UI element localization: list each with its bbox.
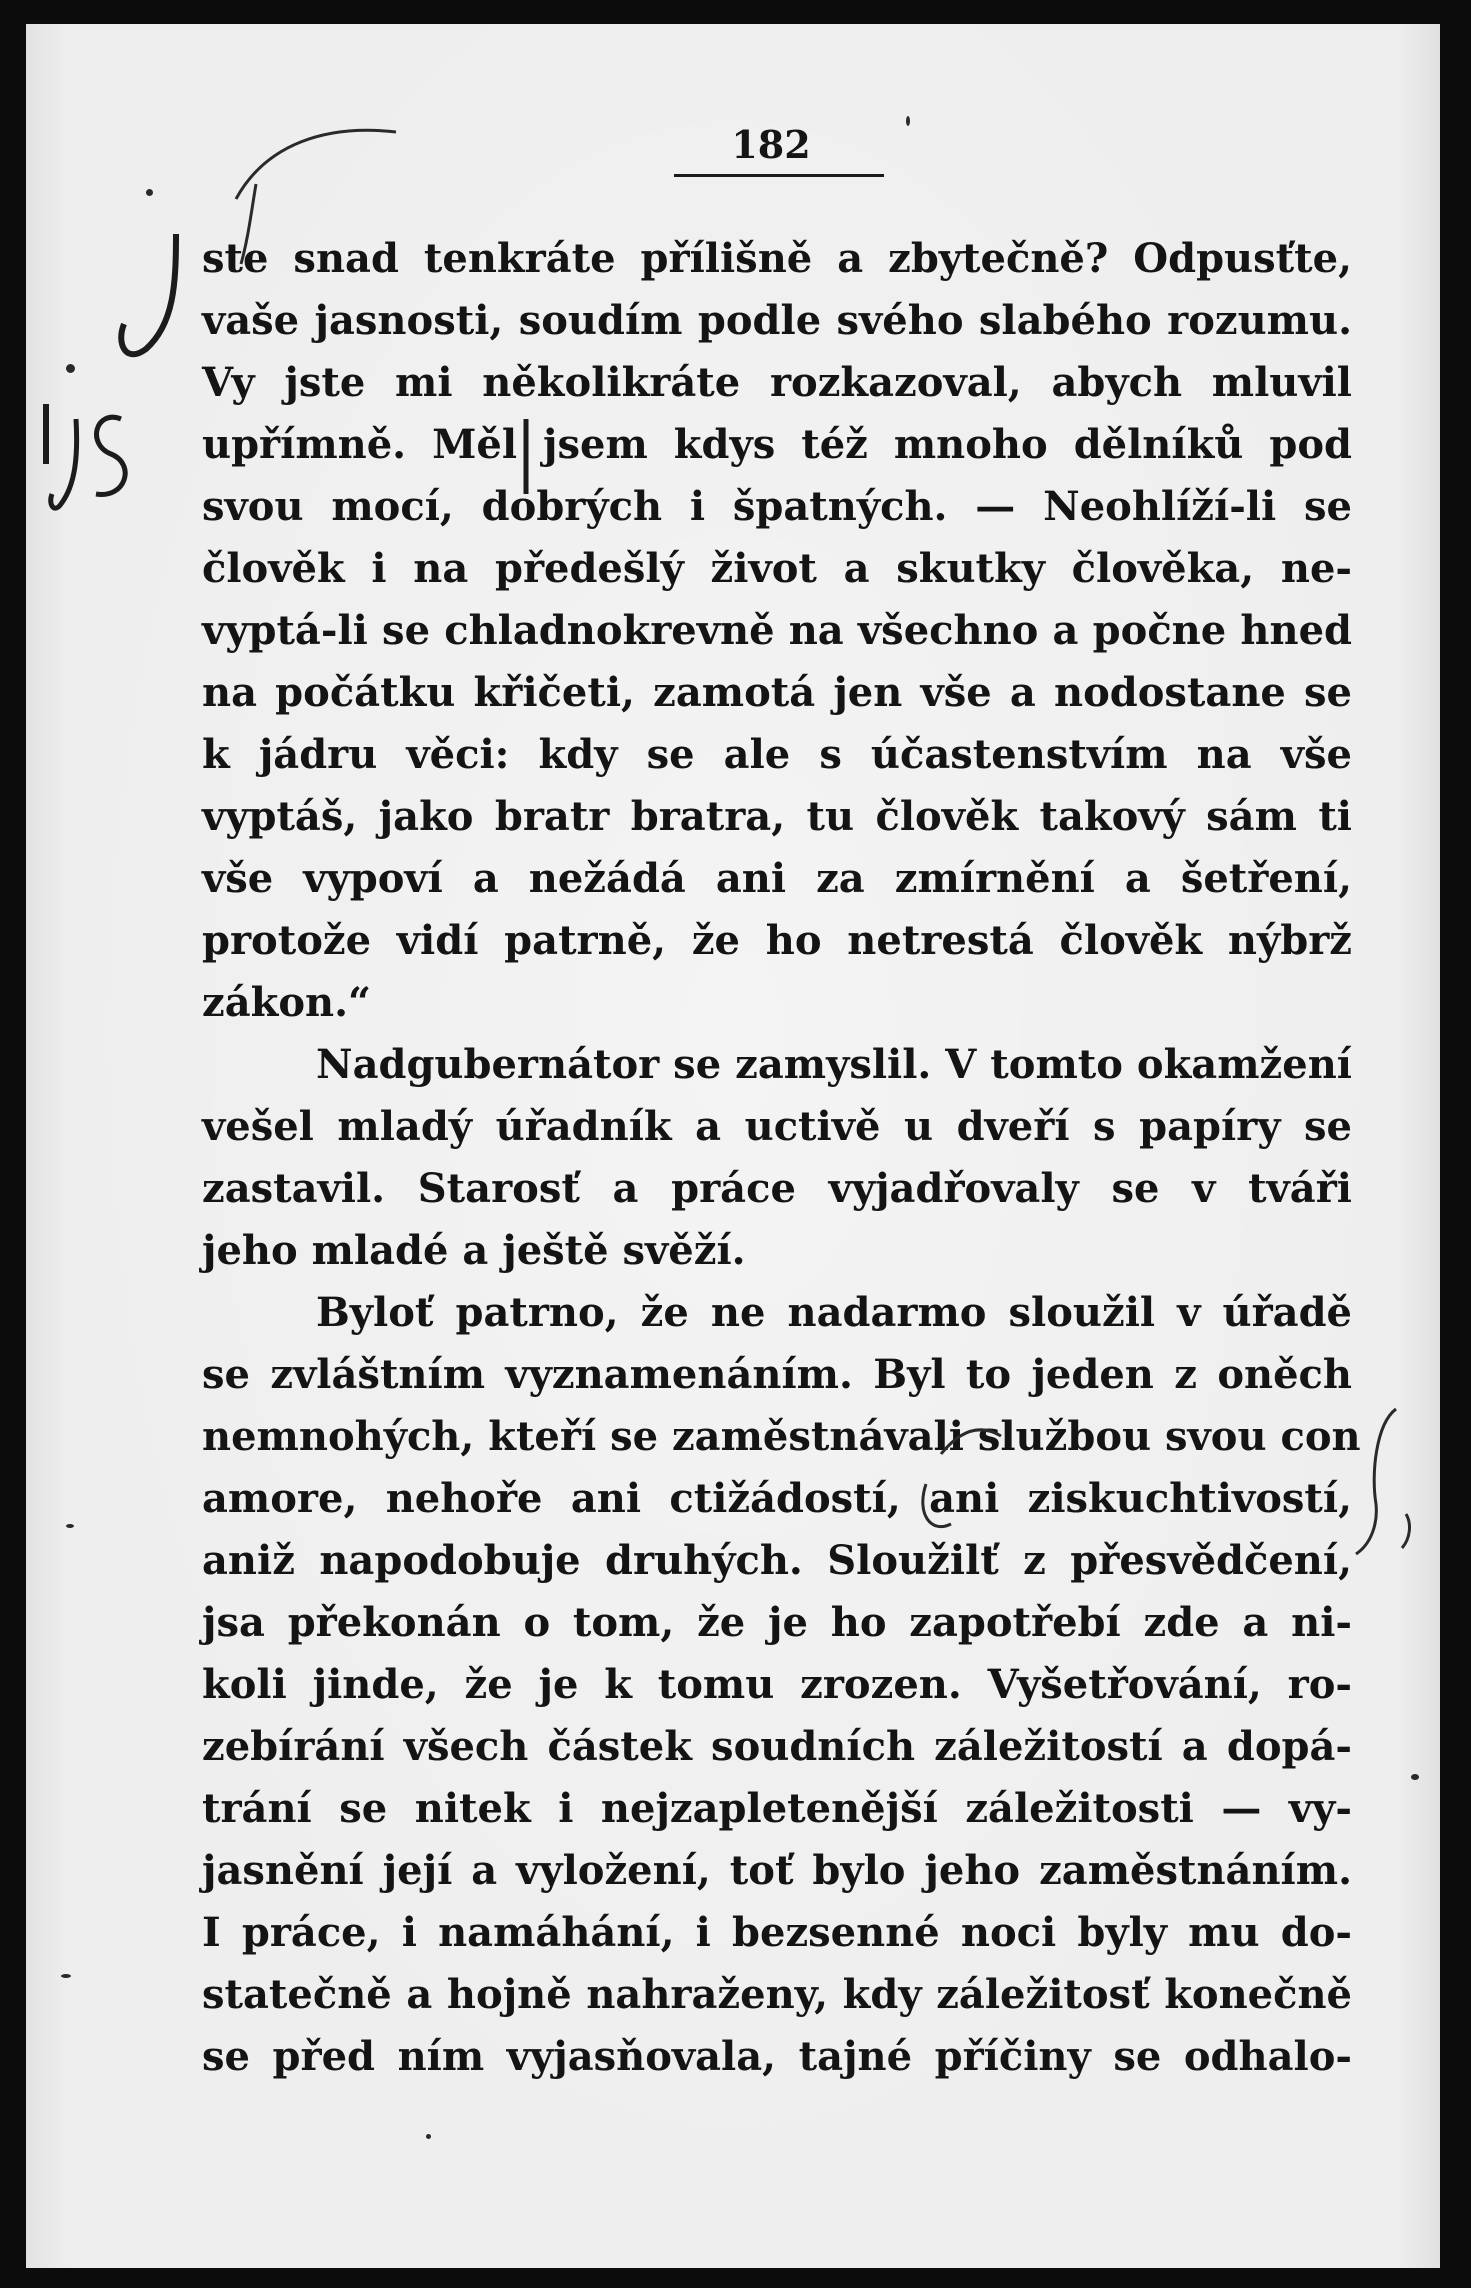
text-line: statečně a hojně nahraženy, kdy záležitosť konečně — [202, 1971, 1352, 2018]
ink-speck — [66, 1524, 74, 1528]
text-line: vaše jasnosti, soudím podle svého slabého rozumu. — [202, 297, 1352, 344]
paragraph-first-line: Byloť patrno, že ne nadarmo sloužil v úřadě — [316, 1289, 1352, 1336]
text-line: zastavil. Starosť a práce vyjadřovaly se v tváři — [202, 1165, 1352, 1212]
text-line: svou mocí, dobrých i špatných. — Neohlíží-li se — [202, 483, 1352, 530]
text-line: vyptá-li se chladnokrevně na všechno a počne hned — [202, 607, 1352, 654]
text-line: k jádru věci: kdy se ale s účastenstvím na vše — [202, 731, 1352, 778]
ink-speck — [906, 116, 910, 126]
page-number: 182 — [731, 122, 811, 167]
text-line: jasnění její a vyložení, toť bylo jeho zaměstnáním. — [202, 1847, 1352, 1894]
text-line: jsa překonán o tom, že je ho zapotřebí zde a ni- — [202, 1599, 1352, 1646]
text-line: aniž napodobuje druhých. Sloužilť z přesvědčení, — [202, 1537, 1352, 1584]
text-line: ste snad tenkráte přílišně a zbytečně? Odpusťte, — [202, 235, 1352, 282]
text-line: amore, nehoře ani ctižádostí, ani ziskuchtivostí, — [202, 1475, 1352, 1522]
text-line: člověk i na předešlý život a skutky člověka, ne- — [202, 545, 1352, 592]
ink-speck — [426, 2134, 431, 2139]
text-line: se před ním vyjasňovala, tajné příčiny se odhalo- — [202, 2033, 1352, 2080]
text-line: zebírání všech částek soudních záležitostí a dopá- — [202, 1723, 1352, 1770]
ink-speck — [66, 364, 75, 373]
text-line: nemnohých, kteří se zaměstnávali službou svou con — [202, 1413, 1361, 1460]
text-line: koli jinde, že je k tomu zrozen. Vyšetřování, ro- — [202, 1661, 1352, 1708]
text-line: zákon.“ — [202, 979, 372, 1026]
text-line: trání se nitek i nejzapletenější záležitosti — vy- — [202, 1785, 1352, 1832]
text-line: se zvláštním vyznamenáním. Byl to jeden z oněch — [202, 1351, 1352, 1398]
ink-speck — [61, 1974, 71, 1978]
text-line: vše vypoví a nežádá ani za zmírnění a šetření, — [202, 855, 1352, 902]
text-line: Vy jste mi několikráte rozkazoval, abych mluvil — [202, 359, 1352, 406]
text-line: jeho mladé a ještě svěží. — [202, 1227, 746, 1274]
text-line: upřímně. Měl jsem kdys též mnoho dělníků pod — [202, 421, 1352, 468]
text-line: vešel mladý úřadník a uctivě u dveří s papíry se — [202, 1103, 1352, 1150]
ink-speck — [146, 189, 153, 196]
ink-speck — [1411, 1774, 1419, 1780]
page-number-rule — [674, 174, 884, 177]
text-line: na počátku křičeti, zamotá jen vše a nodostane se — [202, 669, 1352, 716]
text-line: protože vidí patrně, že ho netrestá člověk nýbrž — [202, 917, 1352, 964]
text-line: I práce, i namáhání, i bezsenné noci byly mu do- — [202, 1909, 1352, 1956]
paragraph-first-line: Nadgubernátor se zamyslil. V tomto okamžení — [316, 1041, 1352, 1088]
text-line: vyptáš, jako bratr bratra, tu člověk takový sám ti — [202, 793, 1352, 840]
book-page — [26, 24, 1440, 2268]
